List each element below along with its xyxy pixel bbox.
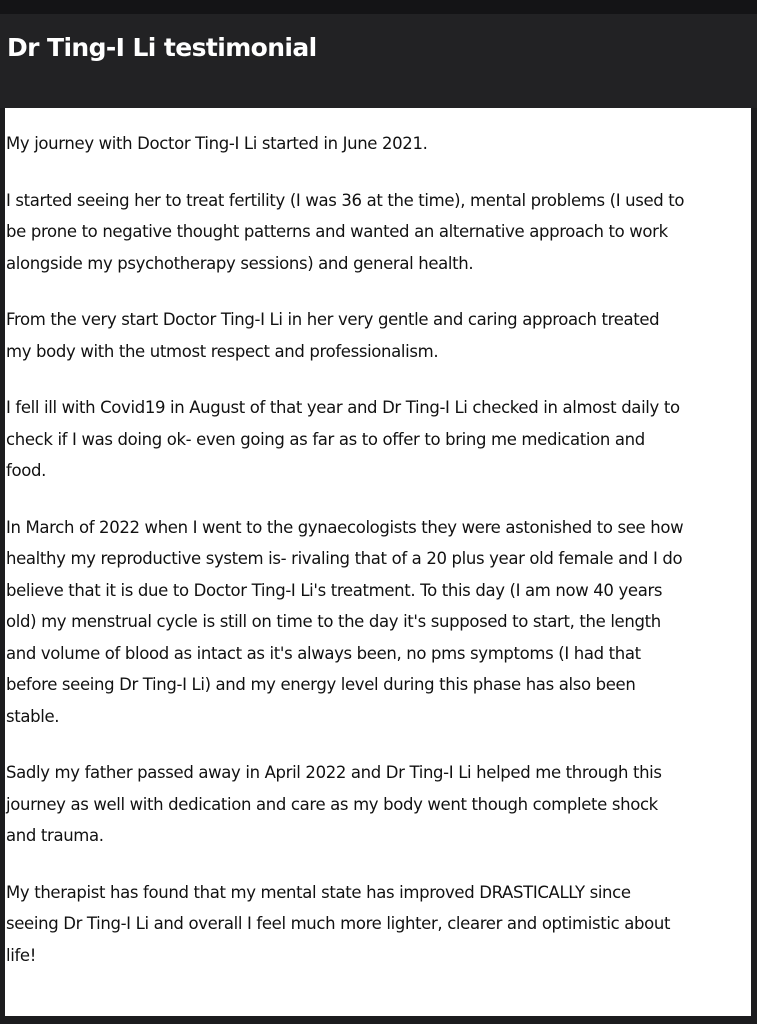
testimonial-paragraph xyxy=(6,392,751,487)
paragraph-line: my body with the utmost respect and professionalism. xyxy=(6,341,439,361)
paragraph-line: From the very start Doctor Ting-I Li in her very gentle and caring approach treated xyxy=(6,310,660,329)
paragraph-line: old) my menstrual cycle is still on time to the day it's supposed to start, the length xyxy=(6,612,661,631)
paragraph-line: journey as well with dedication and care as my body went though complete shock xyxy=(6,794,658,814)
paragraph-line: check if I was doing ok- even going as far as to offer to bring me medication and xyxy=(6,429,645,449)
paragraph-line: I started seeing her to treat fertility (I was 36 at the time), mental problems (I used to xyxy=(6,190,685,210)
paragraph-line: seeing Dr Ting-I Li and overall I feel much more lighter, clearer and optimistic about xyxy=(6,914,671,933)
paragraph-line: life! xyxy=(6,945,36,965)
testimonial-paragraph xyxy=(6,512,751,733)
paragraph-line: before seeing Dr Ting-I Li) and my energy level during this phase has also been xyxy=(6,675,636,694)
paragraph-line: food. xyxy=(6,461,46,480)
paragraph-line: My therapist has found that my mental state has improved DRASTICALLY since xyxy=(6,882,631,902)
testimonial-paragraph xyxy=(6,128,751,160)
testimonial-paragraph xyxy=(6,877,751,972)
testimonial-paragraph xyxy=(6,304,751,367)
testimonial-body xyxy=(5,108,751,1016)
paragraph-line: believe that it is due to Doctor Ting-I Li's treatment. To this day (I am now 40 years xyxy=(6,580,663,600)
testimonial-paragraph xyxy=(6,185,751,280)
paragraph-line: and trauma. xyxy=(6,826,104,845)
page-header xyxy=(0,14,757,108)
testimonial-paragraph xyxy=(6,757,751,852)
paragraph-line: and volume of blood as intact as it's always been, no pms symptoms (I had that xyxy=(6,643,641,663)
paragraph-line: Sadly my father passed away in April 2022 and Dr Ting-I Li helped me through this xyxy=(6,763,662,782)
bottom-strip xyxy=(0,1016,757,1024)
paragraph-line: I fell ill with Covid19 in August of that year and Dr Ting-I Li checked in almost daily to xyxy=(6,398,680,417)
page-title: Dr Ting-I Li testimonial xyxy=(7,33,317,62)
paragraph-line: My journey with Doctor Ting-I Li started in June 2021. xyxy=(6,134,428,153)
paragraph-line: stable. xyxy=(6,706,60,726)
paragraph-line: healthy my reproductive system is- rivaling that of a 20 plus year old female and I do xyxy=(6,549,683,568)
paragraph-line: alongside my psychotherapy sessions) and general health. xyxy=(6,253,474,273)
paragraph-line: be prone to negative thought patterns and wanted an alternative approach to work xyxy=(6,222,668,241)
paragraph-line: In March of 2022 when I went to the gynaecologists they were astonished to see how xyxy=(6,517,684,537)
top-strip xyxy=(0,0,757,14)
